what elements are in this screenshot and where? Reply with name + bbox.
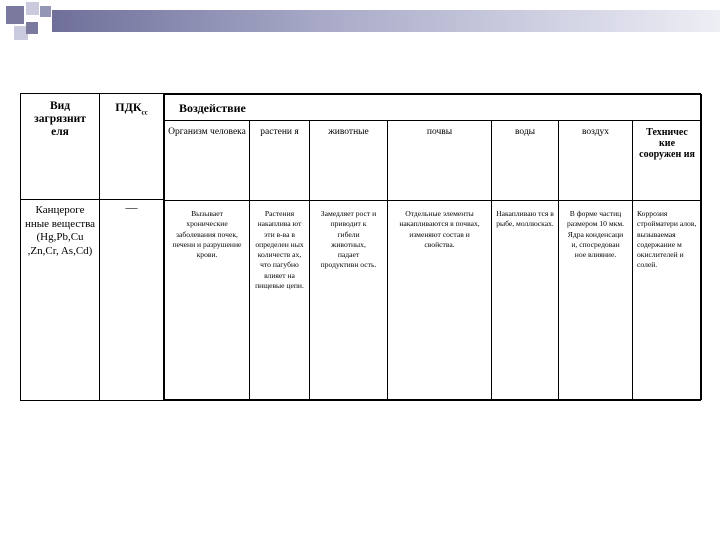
cell-water: Накапливаю тся в рыбе, моллюсках. bbox=[496, 209, 554, 229]
subheader-water: воды bbox=[514, 127, 536, 137]
cell-soils: Отдельные элементы накапливаются в почвах, изменяют состав и свойства. bbox=[399, 209, 480, 249]
deco-square-3 bbox=[40, 6, 51, 17]
impact-header: Воздействие bbox=[179, 101, 246, 115]
subheader-air: воздух bbox=[581, 127, 610, 137]
subheader-plants: растени я bbox=[260, 127, 299, 137]
cell-animals: Замедляет рост и приводит к гибели животных, падает продуктивн ость. bbox=[320, 209, 377, 270]
deco-square-2 bbox=[26, 2, 39, 15]
row-pdk bbox=[100, 200, 164, 401]
cell-human: Вызывает хронические заболевания почек, печени и разрушение крови. bbox=[172, 209, 242, 260]
header-pollutant-type-text: Вид загрязнит еля bbox=[34, 100, 86, 138]
row-pollutant-label bbox=[21, 200, 100, 401]
deco-square-1 bbox=[6, 6, 24, 24]
subheader-soils: почвы bbox=[426, 127, 453, 137]
row-pollutant-label-text: Канцероге нные вещества (Hg,Pb,Cu ,Zn,Cr, As,Cd) bbox=[24, 204, 96, 257]
subheader-human: Организм человека bbox=[168, 127, 246, 137]
impact-subtable bbox=[164, 94, 702, 400]
deco-square-5 bbox=[26, 22, 38, 34]
title-bar-decoration bbox=[52, 10, 720, 32]
impact-section bbox=[164, 94, 701, 401]
subheader-animals: животные bbox=[328, 127, 369, 137]
pollutant-table bbox=[20, 93, 701, 401]
row-pdk-value: — bbox=[125, 200, 138, 214]
cell-plants: Растения накаплива ют эти в-ва в определен ных количеств ах, что пагубно влияет на пищевые цепи. bbox=[255, 209, 304, 291]
subheader-structures: Техничес кие сооружен ия bbox=[639, 127, 695, 160]
header-pollutant-type bbox=[21, 94, 100, 200]
header-pdk-text: $ПДК_{сс}$ bbox=[115, 100, 148, 117]
cell-structures: Коррозия стройматери алов, вызываемая содержание м окислителей и солей. bbox=[637, 209, 697, 270]
header-pdk bbox=[100, 94, 164, 200]
cell-air: В форме частиц размером 10 мкм. Ядра конденсаци и, спосредован ное влияние. bbox=[566, 209, 625, 260]
